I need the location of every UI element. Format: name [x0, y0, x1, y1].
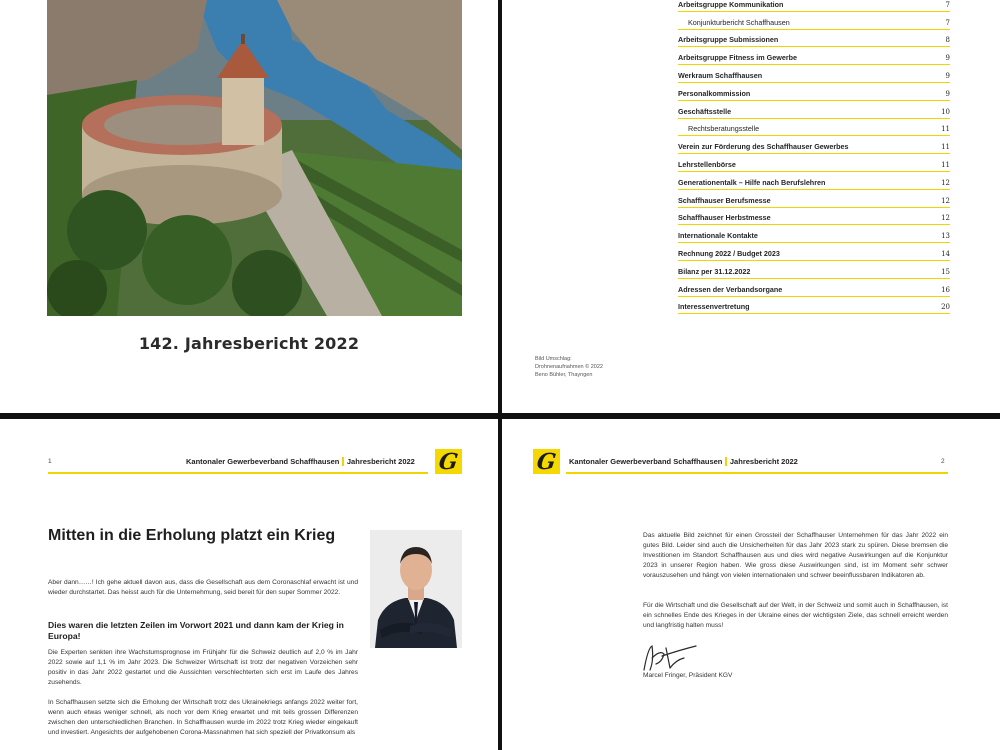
credit-line: Beno Bühler, Thayngen	[535, 372, 593, 378]
toc-entry-page: 9	[945, 89, 950, 98]
toc-entry[interactable]	[678, 65, 950, 83]
running-header-left	[186, 449, 415, 473]
toc-entry-page: 20	[941, 303, 950, 312]
toc-entry[interactable]	[678, 225, 950, 243]
toc-entry[interactable]	[678, 47, 950, 65]
toc-entry[interactable]	[678, 208, 950, 226]
kgv-logo	[435, 449, 462, 474]
toc-entry[interactable]	[678, 261, 950, 279]
signature-caption: Marcel Fringer, Präsident KGV	[643, 672, 733, 679]
toc-entry[interactable]	[678, 154, 950, 172]
header-report: Jahresbericht 2022	[729, 456, 798, 466]
toc-entry-title: Schaffhauser Berufsmesse	[678, 195, 771, 205]
report-title: 142. Jahresbericht 2022	[138, 334, 360, 353]
running-header-right	[569, 449, 798, 473]
toc-entry-page: 12	[941, 178, 950, 187]
toc-entry[interactable]	[678, 243, 950, 261]
page-number-right: 2	[941, 458, 945, 465]
toc-entry-page: 11	[941, 160, 950, 169]
toc-entry-title: Geschäftsstelle	[678, 106, 732, 116]
toc-entry[interactable]	[678, 297, 950, 315]
page-number-left: 1	[48, 458, 52, 465]
toc-entry-title: Arbeitsgruppe Kommunikation	[678, 0, 784, 9]
toc-entry-page: 11	[941, 143, 950, 152]
toc-entry-page: 12	[941, 214, 950, 223]
header-separator	[342, 457, 344, 466]
logo-letter: G	[437, 448, 460, 475]
toc-entry-title: Lehrstellenbörse	[678, 159, 736, 169]
toc-entry[interactable]	[678, 136, 950, 154]
toc-entry-page: 12	[941, 196, 950, 205]
toc-entry[interactable]	[678, 30, 950, 48]
foreword-paragraph: Die Experten senkten ihre Wachstumsprognose im Frühjahr für die Schweiz deutlich auf 2,0 % im Jahr 2022 sowie auf 1,1 % im Jahr 2023. Die Schweizer Wirtschaft ist trotz der negativen Vorzeichen sehr positiv in das Jahr 2022 gestartet und die Aussichten verschlechterten sich erst im Laufe des Jahres zusehends.	[48, 649, 358, 686]
toc-entry-page: 16	[941, 285, 950, 294]
toc-entry-page: 11	[941, 125, 950, 134]
toc-entry[interactable]	[678, 101, 950, 119]
toc-entry[interactable]	[678, 279, 950, 297]
toc-entry-title: Generationentalk – Hilfe nach Berufslehren	[678, 177, 826, 187]
toc-entry-page: 7	[945, 0, 950, 9]
toc-entry-title: Arbeitsgruppe Fitness im Gewerbe	[678, 53, 798, 63]
kgv-logo	[533, 449, 560, 474]
toc-entry[interactable]	[678, 12, 950, 30]
credit-line: Bild Umschlag:	[535, 356, 572, 362]
toc-entry-page: 7	[945, 18, 950, 27]
toc-entry-page: 14	[941, 249, 950, 258]
table-of-contents	[678, 0, 950, 314]
toc-entry-title: Werkraum Schaffhausen	[678, 70, 763, 80]
toc-entry[interactable]	[678, 172, 950, 190]
toc-entry-title: Interessenvertretung	[678, 302, 750, 312]
header-org: Kantonaler Gewerbeverband Schaffhausen	[186, 456, 340, 466]
toc-entry-page: 13	[941, 232, 950, 241]
toc-entry-title: Verein zur Förderung des Schaffhauser Gewerbes	[678, 142, 849, 152]
foreword-paragraph: Das aktuelle Bild zeichnet für einen Grossteil der Schaffhauser Unternehmen für das Jahr 2022 ein gutes Bild. Leider sind auch die Unsicherheiten für das Jahr 2023 stark zu spüren. Diese bremsen die Investitionen im Standort Schaffhausen aus und dies wird negative Auswirkungen auf die Konjunktur 2023 in unserer Region haben. Wie gross diese Auswirkungen sind, ist im Moment sehr schwer vorauszusehen und hängt von vielen internationalen und schwer beeinflussbaren Indikatoren ab.	[643, 532, 948, 579]
toc-entry-title: Arbeitsgruppe Submissionen	[678, 35, 779, 45]
header-org: Kantonaler Gewerbeverband Schaffhausen	[569, 456, 723, 466]
logo-letter: G	[535, 448, 558, 475]
foreword-intro: Aber dann……! Ich gehe aktuell davon aus, dass die Gesellschaft aus dem Coronaschlaf erwacht ist und wieder durchstartet. Das heisst auch für die Unternehmung, seid bereit für den super Sommer 2022.	[48, 579, 358, 596]
toc-entry-page: 15	[941, 267, 950, 276]
toc-entry-title: Rechtsberatungsstelle	[688, 124, 760, 134]
toc-entry[interactable]	[678, 119, 950, 137]
foreword-subhead: Dies waren die letzten Zeilen im Vorwort 2021 und dann kam der Krieg in Europa!	[48, 620, 344, 641]
toc-entry[interactable]	[678, 83, 950, 101]
toc-entry-page: 9	[945, 54, 950, 63]
cover-page	[0, 0, 498, 413]
president-signature	[640, 640, 700, 676]
aerial-castle-photo	[47, 0, 462, 316]
toc-entry[interactable]	[678, 0, 950, 12]
toc-entry-page: 9	[945, 71, 950, 80]
toc-entry-title: Schaffhauser Herbstmesse	[678, 213, 771, 223]
header-report: Jahresbericht 2022	[346, 456, 415, 466]
foreword-headline: Mitten in die Erholung platzt ein Krieg	[48, 527, 336, 544]
header-separator	[725, 457, 727, 466]
foreword-paragraph: In Schaffhausen setzte sich die Erholung der Wirtschaft trotz des Ukrainekriegs anfangs 2022 weiter fort, wenn auch etwas weniger schnell, als noch vor dem Krieg erwartet und mit teils grossen Differenzen zwischen den unterschiedlichen Branchen. In Schaffhausen wurde im 2022 trotz Krieg wieder eingekauft und investiert. Angesichts der aufgehobenen Corona-Massnahmen hat sich speziell der Privatkonsum als	[48, 699, 358, 736]
toc-entry-title: Rechnung 2022 / Budget 2023	[678, 248, 780, 258]
toc-entry-page: 10	[941, 107, 950, 116]
toc-entry-page: 8	[945, 36, 950, 45]
toc-entry[interactable]	[678, 190, 950, 208]
toc-entry-title: Adressen der Verbandsorgane	[678, 284, 783, 294]
credit-line: Drohnenaufnahmen © 2022	[535, 364, 603, 370]
toc-entry-title: Internationale Kontakte	[678, 231, 758, 241]
toc-entry-title: Bilanz per 31.12.2022	[678, 266, 751, 276]
toc-entry-title: Personalkommission	[678, 88, 751, 98]
foreword-paragraph: Für die Wirtschaft und die Gesellschaft auf der Welt, in der Schweiz und somit auch in Schaffhausen, ist ein schnelles Ende des Krieges in der Ukraine eines der wichtigsten Ziele, das schnell erreicht werden und langfristig halten muss!	[643, 602, 948, 629]
president-portrait	[370, 530, 462, 648]
toc-entry-title: Konjunkturbericht Schaffhausen	[688, 17, 790, 27]
photo-credit	[535, 355, 695, 379]
toc-page	[502, 0, 1000, 413]
